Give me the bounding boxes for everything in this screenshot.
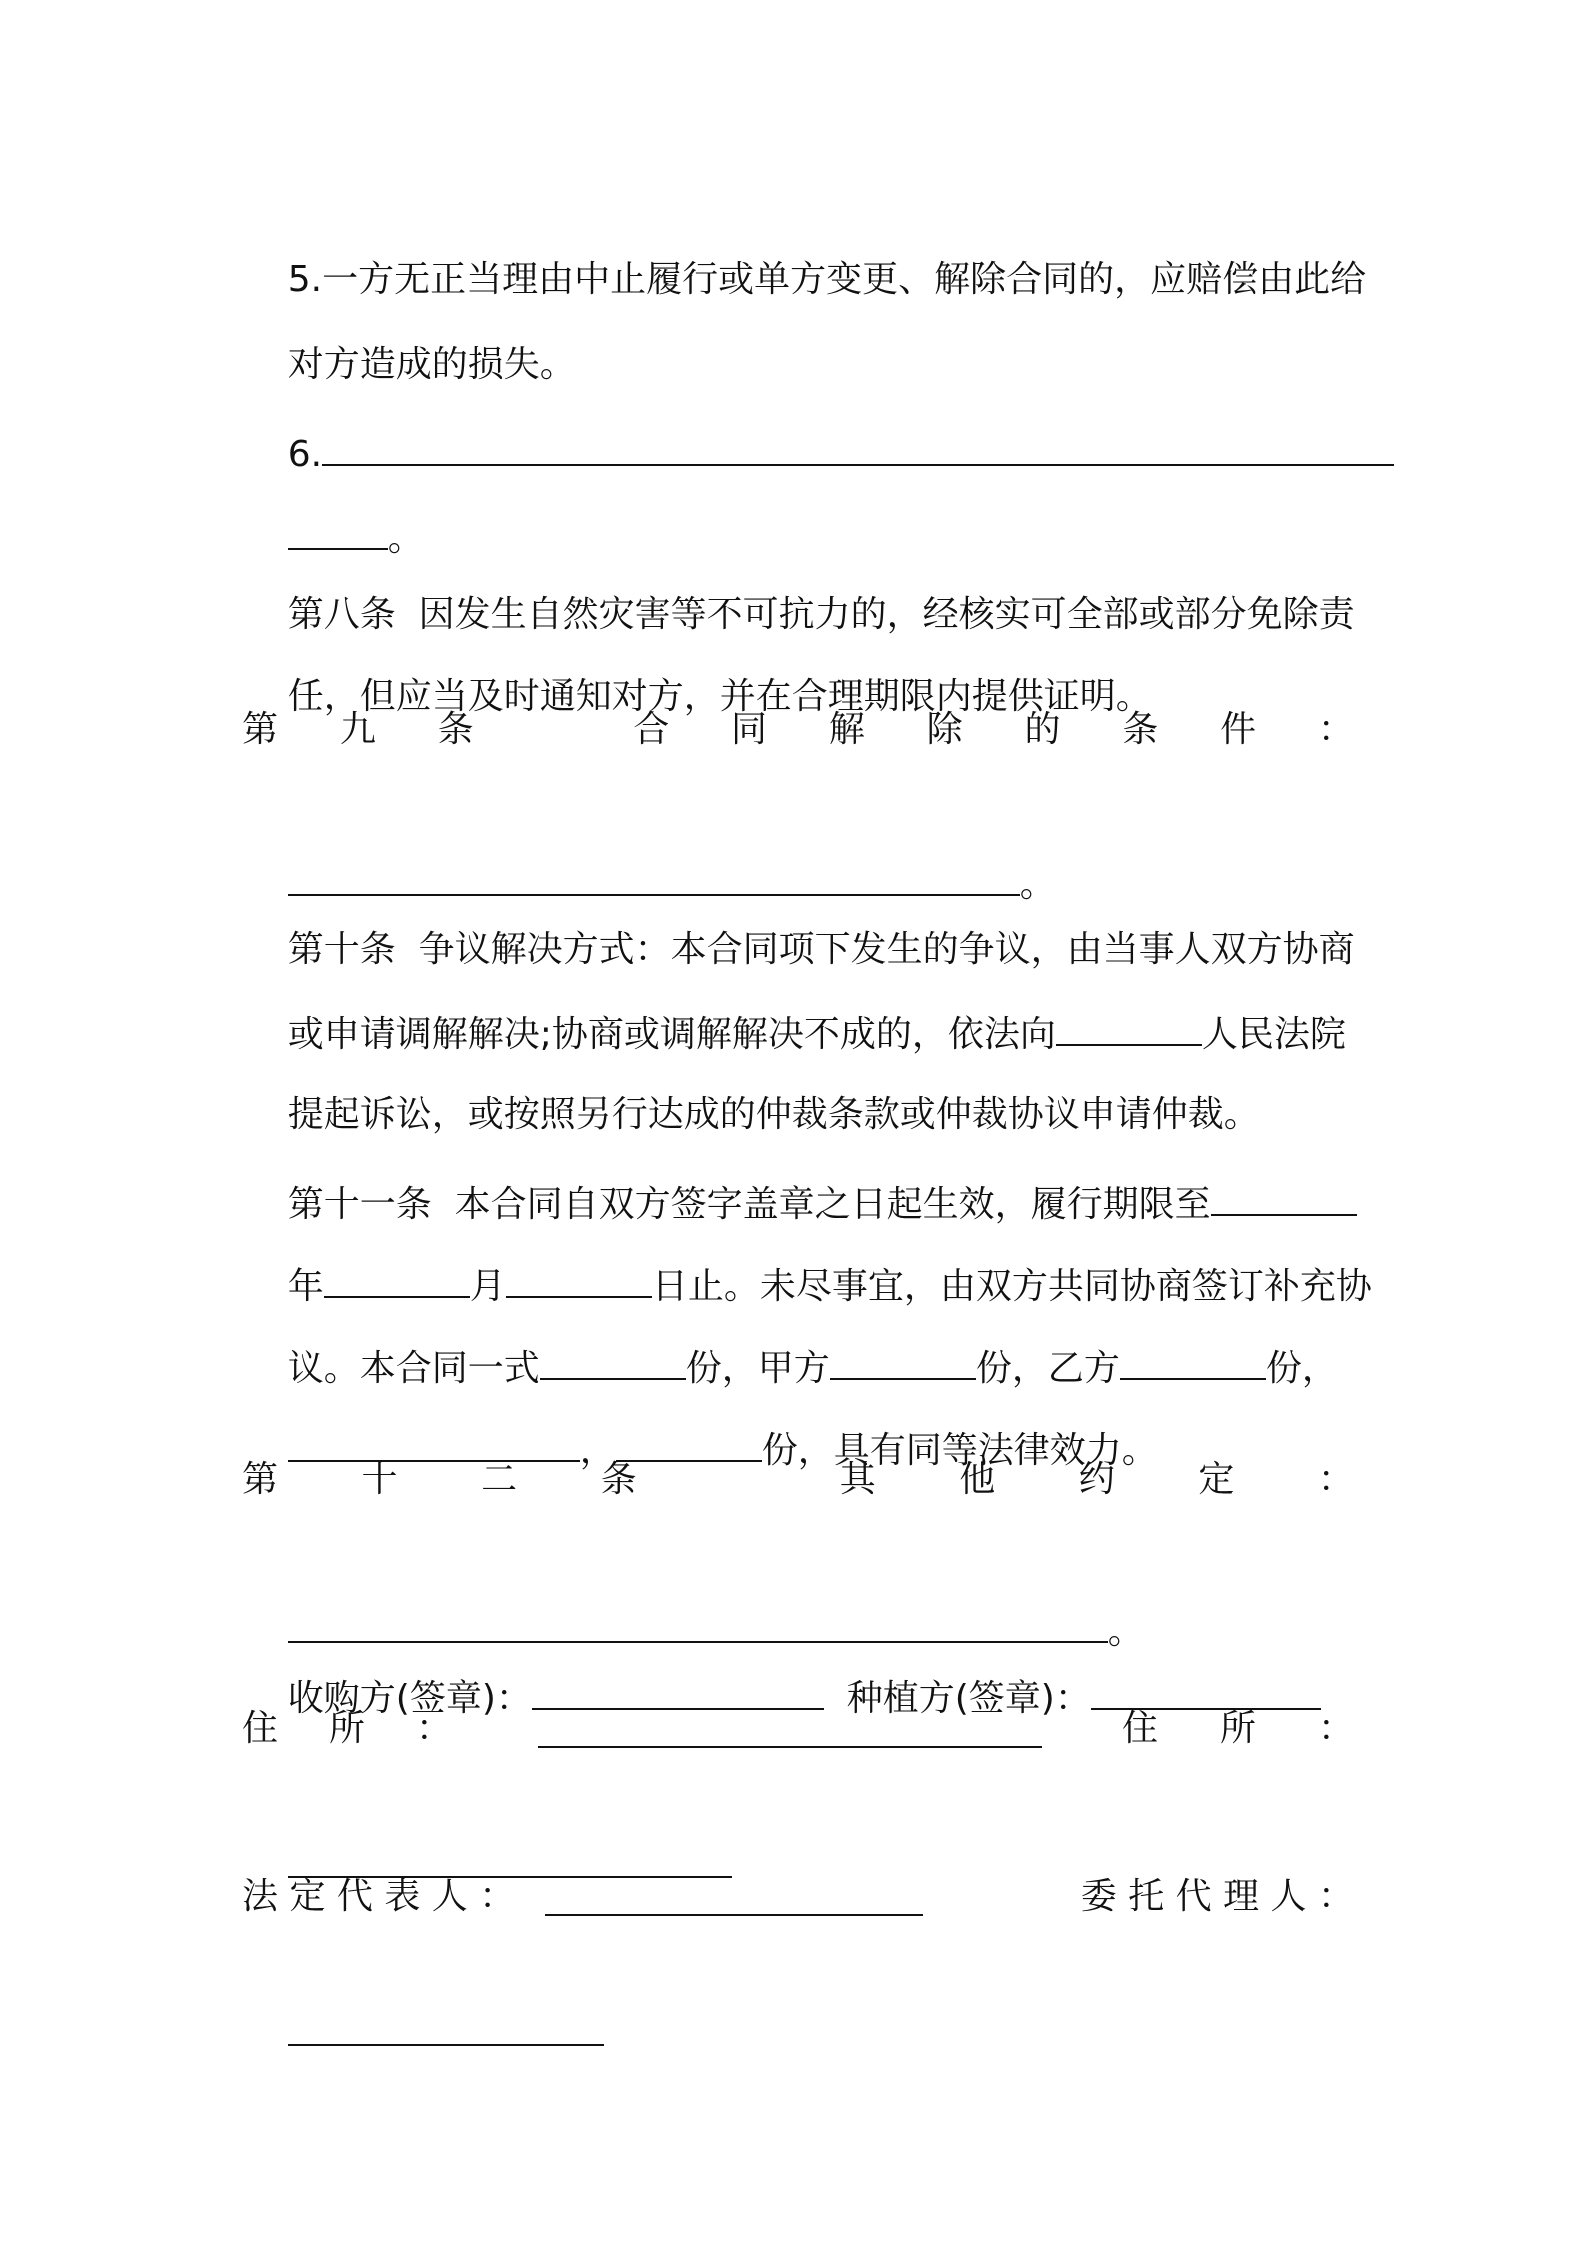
signature-line [242, 1622, 1354, 1719]
article-11-text-4b: 份，具有同等法律效力。 [761, 1430, 1158, 1471]
article-11-line-4 [242, 1374, 1354, 1471]
article-10-line-3 [242, 1040, 1354, 1135]
article-9-char: 除 [926, 709, 963, 750]
article-12-char: 他 [959, 1459, 996, 1500]
article-12-blank-line [242, 1555, 1354, 1652]
article-12-char: 定 [1198, 1459, 1235, 1500]
agent-blank-line [242, 1958, 1354, 2008]
clause-6-blank[interactable] [322, 428, 1394, 466]
clause-5-line-1 [242, 205, 1367, 300]
representative-line [242, 1872, 1354, 1922]
agent-label: 委 托 代 理 人 ： [1080, 1876, 1354, 1917]
address-char: ： [415, 1708, 452, 1749]
buyer-address-blank[interactable] [538, 1710, 1042, 1748]
article-10-text-3: 提起诉讼，或按照另行达成的仲裁条款或仲裁协议申请仲裁。 [287, 1094, 1260, 1135]
article-12-char [720, 1455, 756, 1505]
address-char: ： [1317, 1708, 1354, 1749]
article-12-char: 二 [481, 1459, 518, 1500]
address-label-2 [1122, 1704, 1354, 1754]
article-9-char: 合 [633, 709, 670, 750]
article-11-line-1 [242, 1128, 1354, 1225]
article-10-line-1 [242, 875, 1355, 970]
article-11-line-2 [242, 1210, 1372, 1307]
article-10-text-2b: 人民法院 [1201, 1014, 1346, 1055]
grower-address-line [242, 1790, 1354, 1840]
legal-rep-label: 法 定 代 表 人 ： [242, 1876, 516, 1917]
address-char: 住 [242, 1708, 279, 1749]
article-9-char: 解 [828, 709, 865, 750]
article-11-text-2: 日止。未尽事宜，由双方共同协商签订补充协 [651, 1266, 1372, 1307]
article-9-end: 。 [1019, 864, 1056, 905]
article-10-line-2 [242, 958, 1354, 1055]
article-12-char: ： [1317, 1459, 1354, 1500]
article-12-heading [242, 1455, 1354, 1505]
article-8-line-1 [242, 540, 1355, 635]
address-char: 所 [328, 1708, 365, 1749]
article-9-char: 条 [437, 709, 474, 750]
article-11-line-3 [242, 1292, 1354, 1389]
legal-rep-blank[interactable] [545, 1878, 923, 1916]
article-11-text-3c: 份，乙方 [975, 1348, 1120, 1389]
article-9-char: 九 [339, 709, 376, 750]
article-9-char: 件 [1220, 709, 1257, 750]
year-label: 年 [287, 1266, 324, 1307]
article-12-char: 第 [242, 1459, 279, 1500]
buyer-label: 收购方(签章)： [287, 1678, 532, 1719]
article-9-char: ： [1317, 709, 1354, 750]
article-12-char: 十 [361, 1459, 398, 1500]
agent-blank[interactable] [288, 2008, 604, 2046]
article-12-char: 其 [839, 1459, 876, 1500]
grower-label: 种植方(签章)： [846, 1678, 1091, 1719]
clause-6-end: 。 [387, 518, 424, 559]
month-label: 月 [469, 1266, 506, 1307]
article-9-char: 第 [242, 709, 279, 750]
clause-5-line-2 [242, 290, 1354, 385]
clause-5-text-2: 对方造成的损失。 [287, 344, 576, 385]
address-char: 所 [1219, 1708, 1256, 1749]
article-9-heading [242, 705, 1354, 755]
article-11-text-3a: 议。本合同一式 [287, 1348, 540, 1389]
article-11-text-4a: ， [579, 1430, 616, 1471]
article-12-char: 约 [1078, 1459, 1115, 1500]
article-9-char: 的 [1024, 709, 1061, 750]
address-label-1 [242, 1704, 452, 1754]
article-10-text-1: 第十条 争议解决方式：本合同项下发生的争议，由当事人双方协商 [287, 929, 1355, 970]
article-9-char: 条 [1122, 709, 1159, 750]
article-11-text-3d: 份， [1265, 1348, 1338, 1389]
article-8-text-1: 第八条 因发生自然灾害等不可抗力的，经核实可全部或部分免除责 [287, 594, 1355, 635]
article-9-char: 同 [731, 709, 768, 750]
clause-6-line-2 [242, 462, 1354, 559]
article-9-char [535, 705, 571, 755]
clause-6-prefix: 6. [287, 434, 323, 475]
article-11-text-3b: 份，甲方 [685, 1348, 830, 1389]
article-8-text-2: 任，但应当及时通知对方，并在合理期限内提供证明。 [287, 676, 1152, 717]
article-12-char: 条 [600, 1459, 637, 1500]
address-char: 住 [1122, 1708, 1159, 1749]
address-line [242, 1704, 1354, 1754]
article-10-text-2a: 或申请调解解决;协商或调解解决不成的，依法向 [287, 1014, 1056, 1055]
clause-5-text-1: 5.一方无正当理由中止履行或单方变更、解除合同的，应赔偿由此给 [287, 259, 1367, 300]
article-12-end: 。 [1107, 1611, 1144, 1652]
article-8-line-2 [242, 622, 1354, 717]
article-9-blank-line [242, 808, 1354, 905]
clause-6-line-1 [242, 378, 1354, 475]
article-11-text-1: 第十一条 本合同自双方签字盖章之日起生效，履行期限至 [287, 1184, 1211, 1225]
